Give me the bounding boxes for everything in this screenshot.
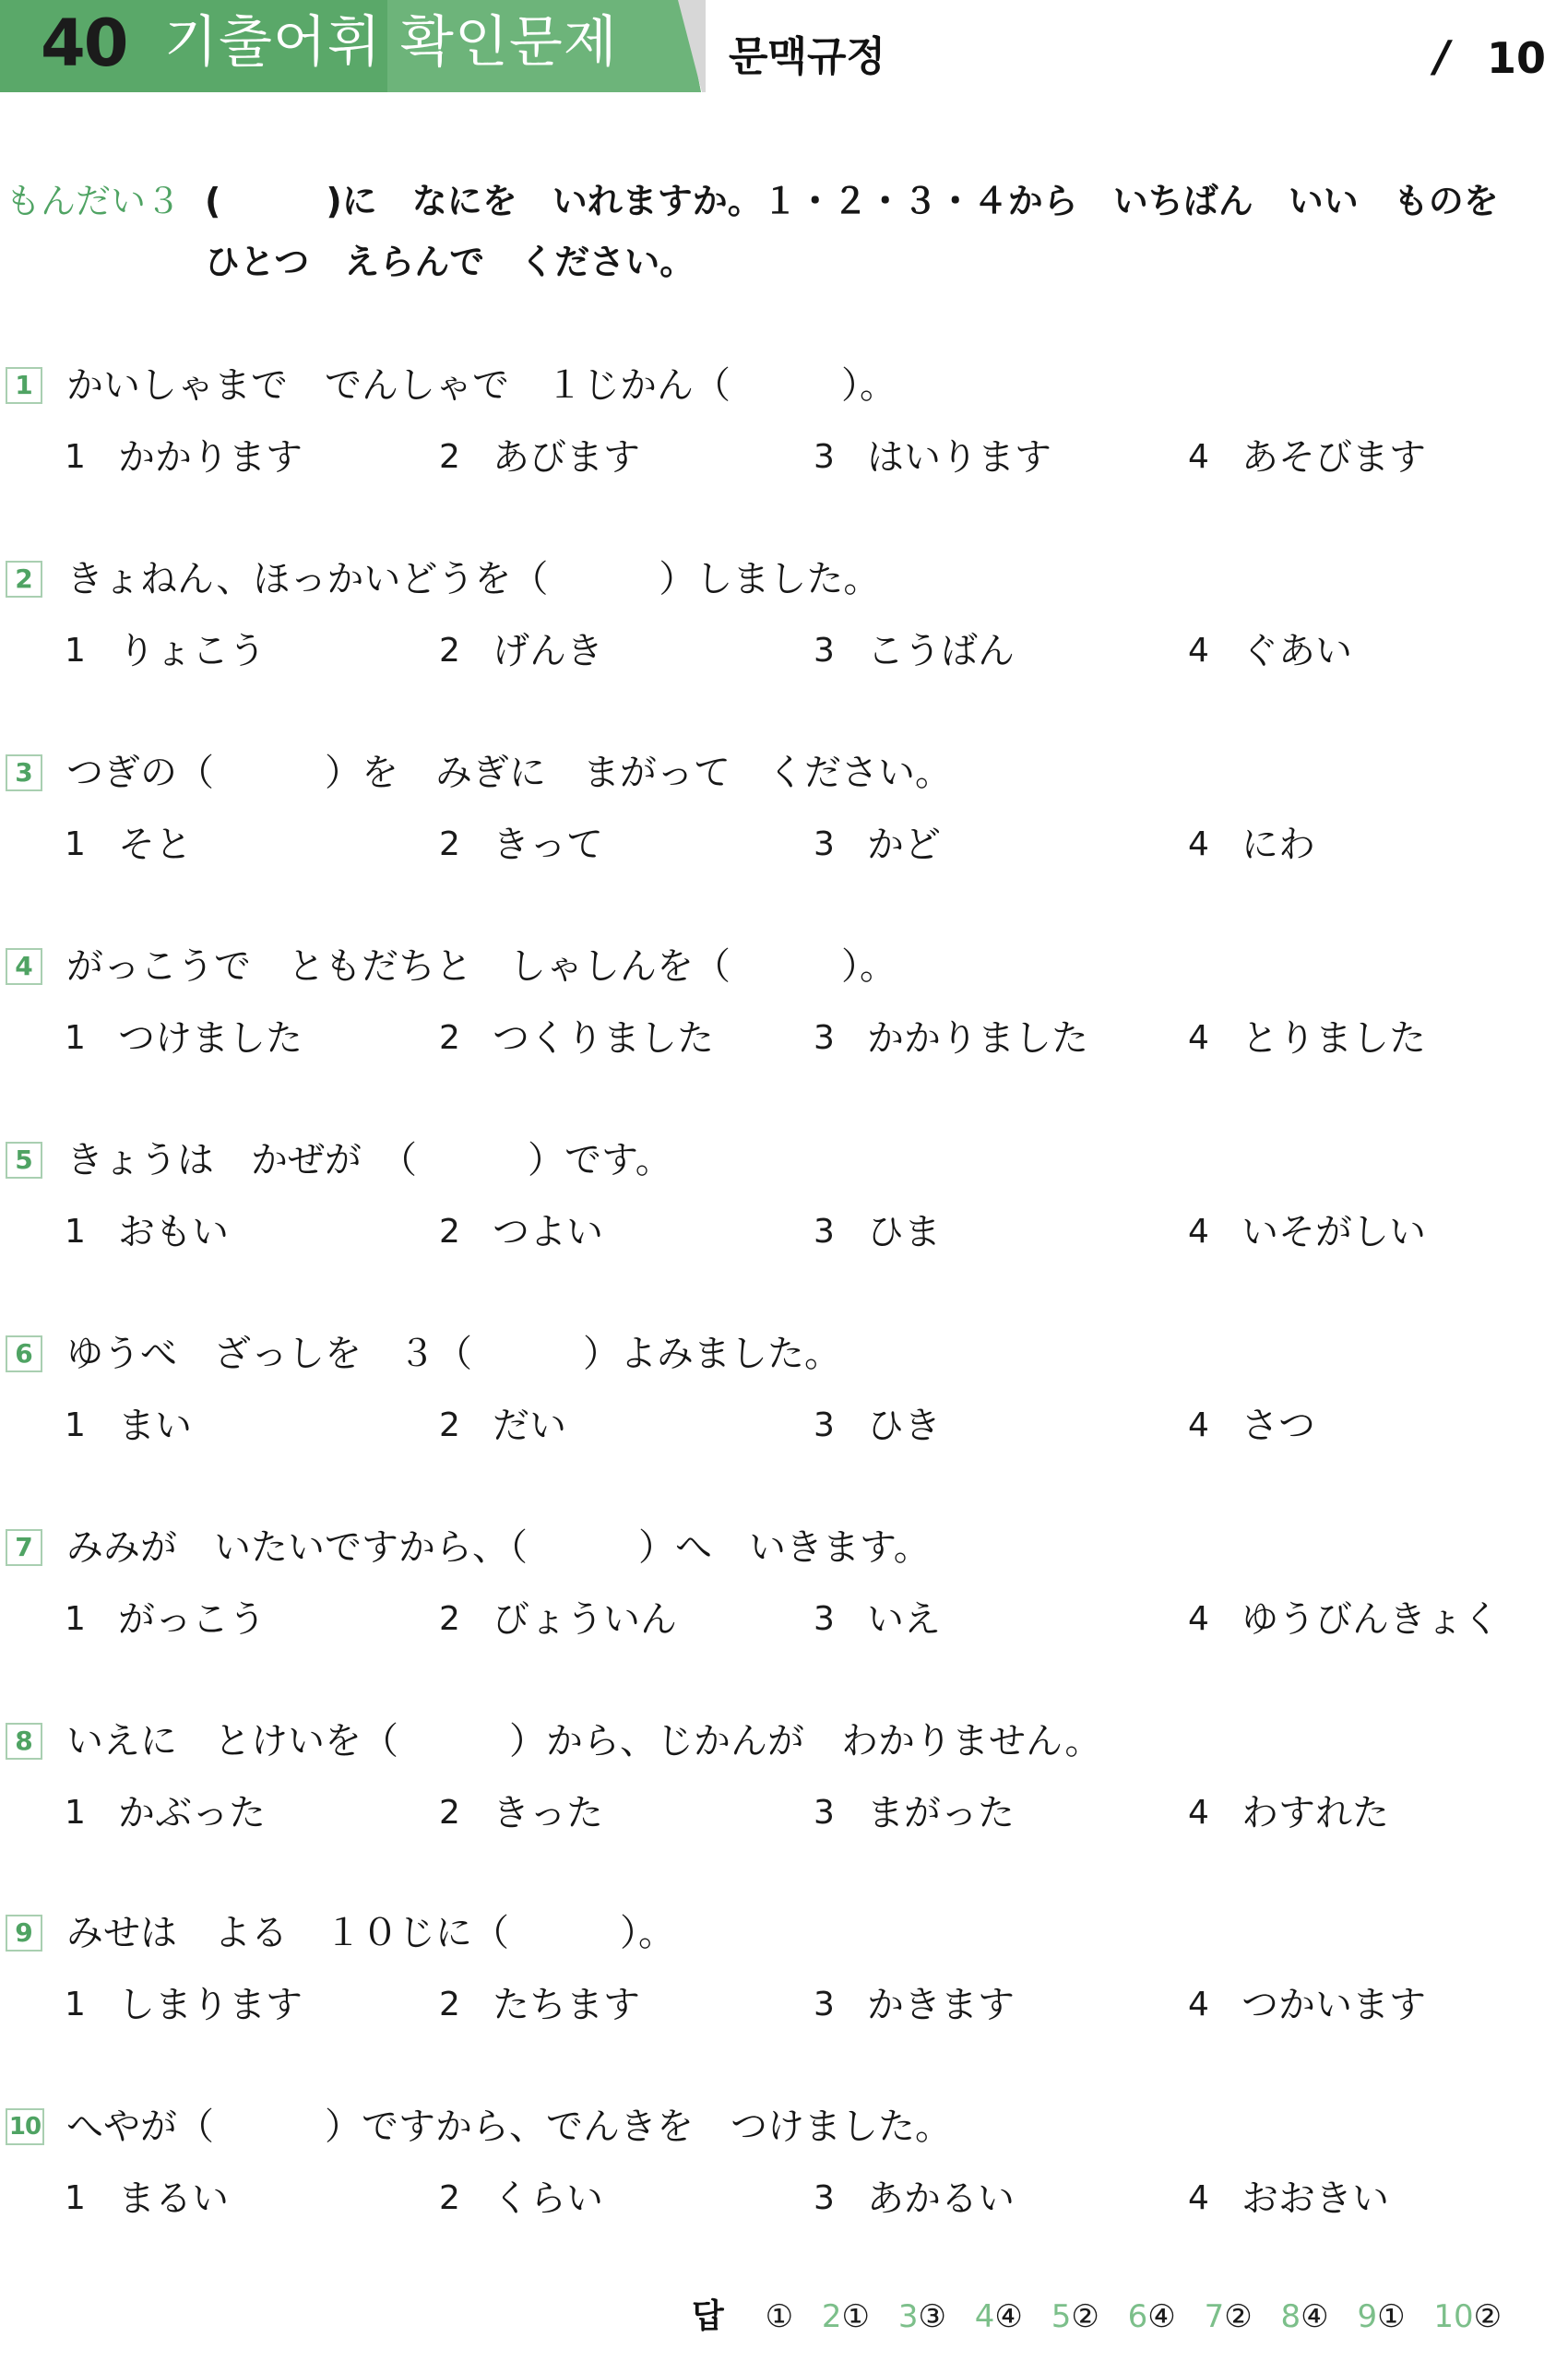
option-number: 3 bbox=[814, 632, 835, 670]
option-text: あびます bbox=[493, 436, 640, 479]
answer-value: ① bbox=[841, 2298, 871, 2335]
question-8 bbox=[0, 1715, 1568, 1872]
question-number-3: 3 bbox=[6, 754, 42, 791]
option-number: 1 bbox=[65, 825, 86, 863]
answer-number: 9 bbox=[1357, 2298, 1378, 2335]
answer-value: ④ bbox=[1301, 2298, 1329, 2335]
option-text: おおきい bbox=[1241, 2177, 1389, 2220]
unit-number: 40 bbox=[41, 6, 127, 81]
question-number-8: 8 bbox=[6, 1723, 42, 1760]
answer-key-label: 답 bbox=[692, 2297, 724, 2335]
option-text: しまります bbox=[118, 1984, 303, 2026]
instruction-line-1: ( )に なにを いれますか。１・２・３・４から いちばん いい ものを bbox=[205, 181, 1499, 221]
option-number: 2 bbox=[439, 438, 460, 476]
question-text-7: みみが いたいですから、（ ）へ いきます。 bbox=[66, 1526, 931, 1569]
option-number: 1 bbox=[65, 1600, 86, 1638]
option-number: 4 bbox=[1188, 2179, 1209, 2217]
answer-number: 10 bbox=[1433, 2298, 1474, 2335]
option-text: かかります bbox=[118, 436, 303, 479]
option-number: 4 bbox=[1188, 1600, 1209, 1638]
option-text: かど bbox=[867, 824, 941, 866]
question-number-4: 4 bbox=[6, 948, 42, 985]
option-text: はいります bbox=[867, 436, 1051, 479]
option-text: つけました bbox=[118, 1017, 303, 1060]
option-number: 2 bbox=[439, 1019, 460, 1057]
question-text-2: きょねん、ほっかいどうを（ ）しました。 bbox=[66, 558, 881, 600]
question-5 bbox=[0, 1134, 1568, 1291]
question-10 bbox=[0, 2101, 1568, 2258]
answer-item bbox=[1357, 2291, 1405, 2343]
answer-number: 6 bbox=[1127, 2298, 1148, 2335]
option-number: 2 bbox=[439, 1794, 460, 1832]
option-number: 2 bbox=[439, 1986, 460, 2023]
option-text: つよい bbox=[493, 1211, 603, 1253]
option-number: 3 bbox=[814, 1406, 835, 1444]
option-text: かきます bbox=[867, 1984, 1015, 2026]
option-number: 1 bbox=[65, 438, 86, 476]
option-number: 1 bbox=[65, 1986, 86, 2023]
option-text: つかいます bbox=[1241, 1984, 1426, 2026]
option-number: 1 bbox=[65, 2179, 86, 2217]
question-text-9: みせは よる １０じに（ ）。 bbox=[66, 1912, 675, 1954]
question-6 bbox=[0, 1328, 1568, 1485]
option-number: 3 bbox=[814, 825, 835, 863]
option-number: 3 bbox=[814, 2179, 835, 2217]
option-text: ゆうびんきょく bbox=[1241, 1598, 1500, 1641]
answer-item bbox=[1051, 2291, 1099, 2343]
question-number-7: 7 bbox=[6, 1529, 42, 1566]
answer-number: 3 bbox=[897, 2298, 919, 2335]
answer-value: ① bbox=[765, 2298, 794, 2335]
option-text: いそがしい bbox=[1241, 1211, 1426, 1253]
answer-number: 5 bbox=[1051, 2298, 1072, 2335]
answer-value: ④ bbox=[994, 2298, 1023, 2335]
question-text-1: かいしゃまで でんしゃで １じかん（ ）。 bbox=[66, 364, 897, 407]
answer-item bbox=[1205, 2291, 1253, 2343]
option-text: ぐあい bbox=[1241, 630, 1352, 672]
page-header bbox=[0, 0, 1568, 96]
option-number: 4 bbox=[1188, 1019, 1209, 1057]
question-4 bbox=[0, 941, 1568, 1097]
instruction-label: もんだい３ bbox=[6, 181, 182, 221]
question-number-9: 9 bbox=[6, 1915, 42, 1952]
option-text: にわ bbox=[1241, 824, 1315, 866]
option-number: 4 bbox=[1188, 1213, 1209, 1251]
option-text: いえ bbox=[867, 1598, 941, 1641]
option-number: 4 bbox=[1188, 825, 1209, 863]
option-text: つくりました bbox=[493, 1017, 714, 1060]
score-slash: / bbox=[1434, 31, 1450, 81]
option-text: びょういん bbox=[493, 1598, 677, 1641]
option-number: 1 bbox=[65, 1213, 86, 1251]
answer-number: 2 bbox=[821, 2298, 842, 2335]
option-number: 3 bbox=[814, 1213, 835, 1251]
option-text: わすれた bbox=[1241, 1792, 1389, 1834]
answer-item bbox=[898, 2291, 946, 2343]
option-number: 1 bbox=[65, 1019, 86, 1057]
option-text: おもい bbox=[118, 1211, 229, 1253]
option-text: とりました bbox=[1241, 1017, 1426, 1060]
question-number-2: 2 bbox=[6, 561, 42, 598]
question-text-4: がっこうで ともだちと しゃしんを（ ）。 bbox=[66, 945, 897, 988]
answer-value: ② bbox=[1071, 2298, 1099, 2335]
option-number: 2 bbox=[439, 632, 460, 670]
question-number-6: 6 bbox=[6, 1335, 42, 1372]
question-text-3: つぎの（ ）を みぎに まがって ください。 bbox=[66, 752, 952, 794]
answer-item bbox=[1128, 2291, 1176, 2343]
option-text: たちます bbox=[493, 1984, 640, 2026]
option-number: 4 bbox=[1188, 1986, 1209, 2023]
answer-item bbox=[766, 2291, 793, 2343]
option-text: くらい bbox=[493, 2177, 603, 2220]
question-7 bbox=[0, 1522, 1568, 1679]
option-number: 2 bbox=[439, 825, 460, 863]
question-text-10: へやが（ ）ですから、でんきを つけました。 bbox=[66, 2106, 952, 2148]
section-label: 문맥규정 bbox=[729, 33, 886, 80]
unit-title: 기출어휘 확인문제 bbox=[164, 10, 618, 75]
option-text: りょこう bbox=[118, 630, 266, 672]
question-2 bbox=[0, 553, 1568, 710]
option-number: 4 bbox=[1188, 438, 1209, 476]
option-text: まい bbox=[118, 1405, 192, 1447]
option-number: 2 bbox=[439, 1600, 460, 1638]
option-text: さつ bbox=[1241, 1405, 1315, 1447]
option-text: だい bbox=[493, 1405, 566, 1447]
option-number: 2 bbox=[439, 2179, 460, 2217]
option-text: ひま bbox=[867, 1211, 941, 1253]
answer-key bbox=[692, 2291, 1520, 2343]
question-number-5: 5 bbox=[6, 1142, 42, 1179]
answer-number: 7 bbox=[1204, 2298, 1225, 2335]
option-text: まるい bbox=[118, 2177, 229, 2220]
option-text: かぶった bbox=[118, 1792, 266, 1834]
option-number: 3 bbox=[814, 438, 835, 476]
answer-item bbox=[1281, 2291, 1329, 2343]
instruction-line-2: ひとつ えらんで ください。 bbox=[205, 242, 695, 282]
option-number: 1 bbox=[65, 1406, 86, 1444]
question-text-8: いえに とけいを（ ）から、じかんが わかりません。 bbox=[66, 1720, 1102, 1762]
option-number: 2 bbox=[439, 1406, 460, 1444]
option-number: 2 bbox=[439, 1213, 460, 1251]
answer-item bbox=[1433, 2291, 1502, 2343]
answer-value: ③ bbox=[918, 2298, 946, 2335]
option-text: あそびます bbox=[1241, 436, 1426, 479]
score-total: 10 bbox=[1487, 33, 1547, 83]
option-text: そと bbox=[118, 824, 192, 866]
answer-item bbox=[975, 2291, 1023, 2343]
answer-item bbox=[822, 2291, 870, 2343]
option-number: 1 bbox=[65, 632, 86, 670]
option-number: 3 bbox=[814, 1600, 835, 1638]
question-text-5: きょうは かぜが （ ）です。 bbox=[66, 1139, 672, 1181]
option-number: 1 bbox=[65, 1794, 86, 1832]
answer-number: 8 bbox=[1280, 2298, 1301, 2335]
option-text: がっこう bbox=[118, 1598, 266, 1641]
option-text: あかるい bbox=[867, 2177, 1015, 2220]
option-number: 4 bbox=[1188, 632, 1209, 670]
option-text: げんき bbox=[493, 630, 603, 672]
answer-value: ① bbox=[1377, 2298, 1406, 2335]
option-number: 3 bbox=[814, 1986, 835, 2023]
answer-value: ④ bbox=[1147, 2298, 1176, 2335]
answer-value: ② bbox=[1473, 2298, 1503, 2335]
option-text: かかりました bbox=[867, 1017, 1088, 1060]
answer-number: 4 bbox=[974, 2298, 995, 2335]
question-3 bbox=[0, 747, 1568, 904]
question-number-1: 1 bbox=[6, 367, 42, 404]
option-number: 4 bbox=[1188, 1406, 1209, 1444]
option-text: こうばん bbox=[867, 630, 1015, 672]
answer-value: ② bbox=[1224, 2298, 1253, 2335]
option-number: 3 bbox=[814, 1794, 835, 1832]
option-text: きった bbox=[493, 1792, 603, 1834]
option-text: きって bbox=[493, 824, 603, 866]
option-number: 4 bbox=[1188, 1794, 1209, 1832]
question-text-6: ゆうべ ざっしを ３（ ）よみました。 bbox=[66, 1333, 841, 1375]
option-number: 3 bbox=[814, 1019, 835, 1057]
option-text: ひき bbox=[867, 1405, 941, 1447]
question-9 bbox=[0, 1907, 1568, 2064]
option-text: まがった bbox=[867, 1792, 1015, 1834]
question-number-10: 10 bbox=[6, 2108, 44, 2145]
question-1 bbox=[0, 360, 1568, 516]
